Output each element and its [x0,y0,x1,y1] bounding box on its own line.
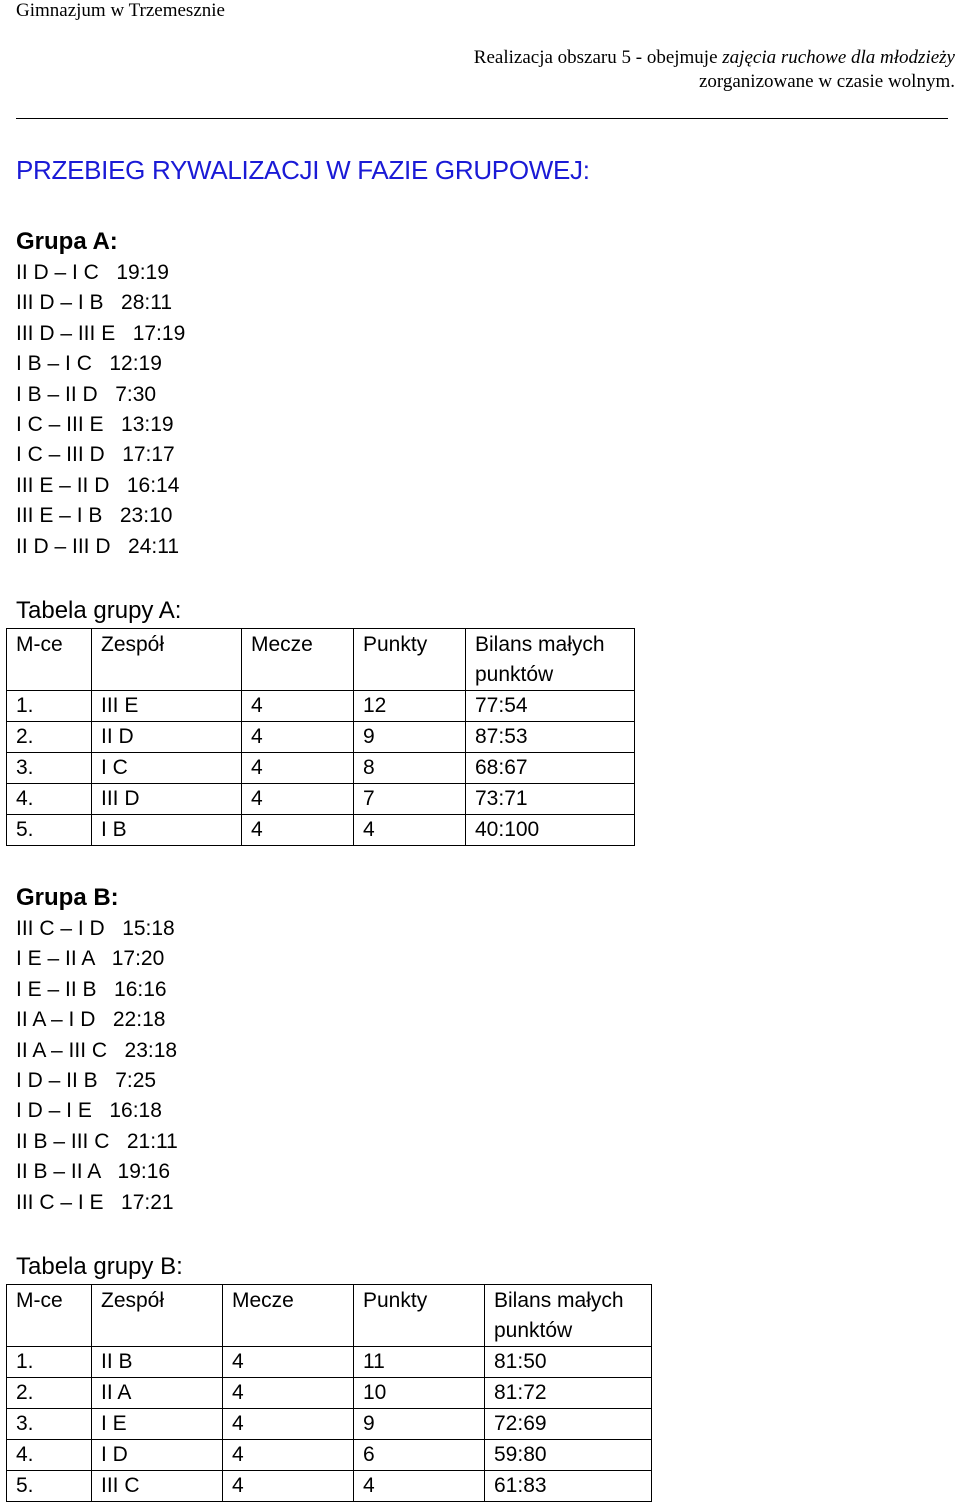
realization-line2: zorganizowane w czasie wolnym. [698,71,955,92]
realization-note [255,46,955,94]
table-row [7,753,635,784]
match-result: I C – III E 13:19 [16,413,174,437]
table-header-row [7,1285,652,1347]
table-cell: 4 [242,815,354,846]
table-row [7,1440,652,1471]
table-cell: 9 [354,722,466,753]
match-result: I D – I E 16:18 [16,1099,162,1123]
table-cell: 4 [223,1347,354,1378]
table-cell: 5. [7,815,92,846]
table-cell: I D [92,1440,223,1471]
table-cell: 4 [223,1378,354,1409]
match-result: III D – I B 28:11 [16,291,173,315]
column-header: Bilans małych punktów [466,629,635,691]
table-header-row [7,629,635,691]
table-cell: 40:100 [466,815,635,846]
table-cell: 4 [242,722,354,753]
column-header: Punkty [354,629,466,691]
table-row [7,1471,652,1502]
table-cell: 4 [354,815,466,846]
column-header: M-ce [7,629,92,691]
match-result: I D – II B 7:25 [16,1069,157,1093]
realization-italic: zajęcia ruchowe dla młodzieży [722,47,955,68]
table-row [7,1378,652,1409]
match-result: III C – I D 15:18 [16,917,175,940]
table-cell: 4 [242,784,354,815]
school-name: Gimnazjum w Trzemesznie [16,0,225,21]
match-result: III C – I E 17:21 [16,1190,174,1214]
table-row [7,691,635,722]
match-result: II A – I D 22:18 [16,1008,166,1032]
table-cell: 4 [242,753,354,784]
column-header: Zespół [92,629,242,691]
table-cell: 68:67 [466,753,635,784]
table-cell: 81:72 [485,1378,652,1409]
table-cell: 59:80 [485,1440,652,1471]
table-cell: 4 [223,1471,354,1502]
table-cell: 4 [223,1440,354,1471]
table-row [7,722,635,753]
table-row [7,1409,652,1440]
match-result: I E – II A 17:20 [16,947,165,971]
match-result: II B – III C 21:11 [16,1129,178,1153]
column-header: Bilans małych punktów [485,1285,652,1347]
match-result: II D – III D 24:11 [16,534,180,558]
column-header: Mecze [242,629,354,691]
page-title: PRZEBIEG RYWALIZACJI W FAZIE GRUPOWEJ: [16,155,590,185]
column-header: Punkty [354,1285,485,1347]
group-a-standings-table [6,628,635,846]
match-result: I E – II B 16:16 [16,977,167,1001]
table-row [7,1347,652,1378]
table-cell: 8 [354,753,466,784]
table-cell: 5. [7,1471,92,1502]
match-result: I C – III D 17:17 [16,443,175,467]
table-row [7,784,635,815]
table-cell: 7 [354,784,466,815]
table-cell: II A [92,1378,223,1409]
match-result: II B – II A 19:16 [16,1160,171,1184]
realization-prefix: Realizacja obszaru 5 - obejmuje [473,47,723,68]
table-cell: 1. [7,1347,92,1378]
table-cell: III E [92,691,242,722]
group-b-match-list [16,914,178,1218]
table-cell: 12 [354,691,466,722]
table-cell: 73:71 [466,784,635,815]
table-cell: I C [92,753,242,784]
table-cell: 2. [7,1378,92,1409]
match-result: III E – II D 16:14 [16,473,180,497]
table-row [7,815,635,846]
table-cell: 11 [354,1347,485,1378]
group-b-title: Grupa B: [16,884,119,911]
table-cell: 4 [354,1471,485,1502]
table-cell: 4. [7,1440,92,1471]
table-cell: 4 [242,691,354,722]
table-cell: 77:54 [466,691,635,722]
table-cell: 9 [354,1409,485,1440]
table-cell: I E [92,1409,223,1440]
table-cell: 2. [7,722,92,753]
match-result: III E – I B 23:10 [16,504,173,528]
table-cell: 87:53 [466,722,635,753]
table-cell: I B [92,815,242,846]
table-cell: 6 [354,1440,485,1471]
table-cell: 4. [7,784,92,815]
group-a-title: Grupa A: [16,228,118,255]
header-divider [16,118,948,119]
table-cell: II B [92,1347,223,1378]
table-cell: 3. [7,753,92,784]
group-a-match-list [16,258,185,562]
group-b-table-title: Tabela grupy B: [16,1253,183,1280]
table-cell: 81:50 [485,1347,652,1378]
table-cell: 61:83 [485,1471,652,1502]
match-result: III D – III E 17:19 [16,321,186,345]
group-a-table-title: Tabela grupy A: [16,597,182,624]
table-cell: II D [92,722,242,753]
column-header: Mecze [223,1285,354,1347]
table-cell: III C [92,1471,223,1502]
table-cell: III D [92,784,242,815]
match-result: II A – III C 23:18 [16,1038,178,1062]
table-cell: 3. [7,1409,92,1440]
table-cell: 4 [223,1409,354,1440]
match-result: I B – II D 7:30 [16,382,157,406]
table-cell: 1. [7,691,92,722]
column-header: Zespół [92,1285,223,1347]
match-result: II D – I C 19:19 [16,261,169,284]
column-header: M-ce [7,1285,92,1347]
table-cell: 10 [354,1378,485,1409]
group-b-standings-table [6,1284,652,1502]
table-cell: 72:69 [485,1409,652,1440]
match-result: I B – I C 12:19 [16,352,162,376]
